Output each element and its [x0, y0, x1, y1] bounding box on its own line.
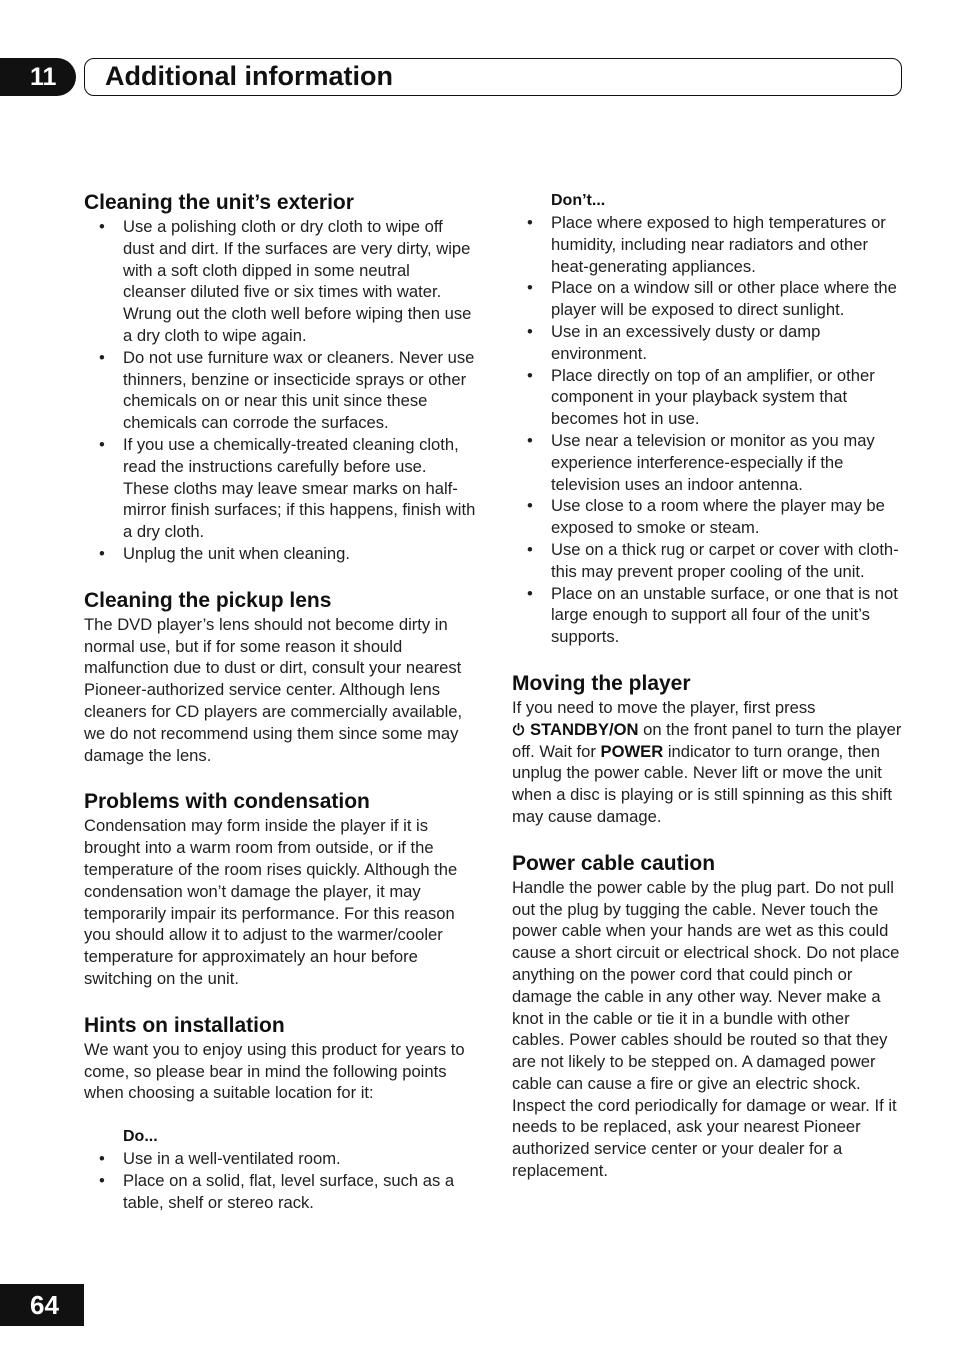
- left-column: [84, 190, 476, 1213]
- list-item: [99, 347, 476, 434]
- list-item: [99, 434, 476, 543]
- chapter-header: [84, 58, 902, 96]
- list-item: [99, 543, 476, 565]
- list-item-text: Unplug the unit when cleaning.: [123, 543, 350, 563]
- list-item-text: If you use a chemically-treated cleaning cloth, read the instructions carefully before use. These cloths may leave smear marks on half-mirror finish surfaces; if this happens, finish with a dry cloth.: [123, 434, 476, 542]
- section-title-cleaning-lens: Cleaning the pickup lens: [84, 588, 332, 612]
- do-list: [84, 1148, 476, 1213]
- bullet-icon: •: [99, 1149, 105, 1169]
- section-title-moving: Moving the player: [512, 671, 691, 695]
- list-item: [527, 277, 904, 321]
- do-label: Do...: [123, 1128, 158, 1146]
- list-item-text: Place on a window sill or other place where the player will be exposed to direct sunlight.: [551, 278, 897, 320]
- condensation-body: Condensation may form inside the player if it is brought into a warm room from outside, or if the temperature of the room rises quickly. Although the condensation won’t damage the player, it may temporarily impair its performance. For this reason you should allow it to adjust to the warmer/cooler temperature for approximately an hour before switching on the unit.: [84, 816, 458, 988]
- list-item-text: Do not use furniture wax or cleaners. Never use thinners, benzine or insecticide sprays or other chemicals on or near this unit since these chemicals can corrode the surfaces.: [123, 347, 475, 433]
- list-item: [527, 495, 904, 539]
- cleaning-exterior-list: [84, 216, 476, 565]
- bullet-icon: •: [527, 278, 533, 298]
- bullet-icon: •: [527, 583, 533, 603]
- bullet-icon: •: [527, 365, 533, 385]
- moving-body: [512, 697, 904, 828]
- section-title-installation: Hints on installation: [84, 1013, 285, 1037]
- section-title-cleaning-exterior: Cleaning the unit’s exterior: [84, 191, 354, 214]
- cleaning-lens-body: The DVD player’s lens should not become dirty in normal use, but if for some reason it should malfunction due to dust or dirt, consult your nearest Pioneer-authorized service center. Although lens cleaners for CD players are commercially available, we do not recommend using them since some may damage the lens.: [84, 614, 463, 765]
- dont-list: [512, 212, 904, 648]
- bullet-icon: •: [527, 539, 533, 559]
- bullet-icon: •: [99, 543, 105, 563]
- list-item: [527, 321, 904, 365]
- list-item: [527, 212, 904, 277]
- moving-text-2: on the front panel to turn the player off. Wait for: [512, 719, 902, 761]
- list-item: [99, 1170, 476, 1214]
- list-item: [527, 365, 904, 430]
- chapter-number: 11: [30, 63, 57, 91]
- list-item-text: Use close to a room where the player may be exposed to smoke or steam.: [551, 496, 885, 538]
- list-item: [99, 216, 476, 347]
- list-item: [527, 583, 904, 648]
- list-item-text: Place where exposed to high temperatures or humidity, including near radiators and other heat-generating appliances.: [551, 213, 886, 276]
- bullet-icon: •: [99, 217, 105, 236]
- bullet-icon: •: [527, 430, 533, 450]
- moving-text-3: indicator to turn orange, then unplug the power cable. Never lift or move the unit when a disc is playing or is still spinning as this shift may cause damage.: [512, 741, 892, 826]
- moving-text-1: If you need to move the player, first press: [512, 697, 816, 717]
- standby-on-label: STANDBY/ON: [530, 719, 639, 739]
- bullet-icon: •: [527, 321, 533, 341]
- list-item: [527, 430, 904, 495]
- list-item: [99, 1148, 476, 1170]
- list-item-text: Place directly on top of an amplifier, or other component in your playback system that becomes hot in use.: [551, 365, 875, 429]
- installation-body: We want you to enjoy using this product for years to come, so please bear in mind the following points when choosing a suitable location for it:: [84, 1039, 465, 1103]
- list-item-text: Place on a solid, flat, level surface, such as a table, shelf or stereo rack.: [123, 1170, 455, 1212]
- bullet-icon: •: [527, 213, 533, 232]
- bullet-icon: •: [99, 1170, 105, 1190]
- chapter-number-tab: [0, 58, 76, 96]
- power-standby-icon: [512, 723, 525, 736]
- list-item-text: Use in a well-ventilated room.: [123, 1149, 341, 1169]
- power-cable-body: Handle the power cable by the plug part. Do not pull out the plug by tugging the cable. Never touch the power cable when your hands are wet as this could cause a short circuit or electrical shock. Do not place anything on the power cord that could pinch or damage the cable in any other way. Never make a knot in the cable or tie it in a bundle with other cables. Power cables should be routed so that they are not likely to be stepped on. A damaged power cable can cause a fire or give an electric shock. Inspect the cord periodically for damage or wear. If it needs to be replaced, ask your nearest Pioneer authorized service center or your dealer for a replacement.: [512, 877, 900, 1181]
- list-item: [527, 539, 904, 583]
- page-number: 64: [30, 1290, 59, 1320]
- list-item-text: Use in an excessively dusty or damp environment.: [551, 321, 821, 363]
- right-column: [512, 190, 904, 1182]
- list-item-text: Use on a thick rug or carpet or cover with cloth-this may prevent proper cooling of the unit.: [551, 539, 899, 581]
- list-item-text: Use a polishing cloth or dry cloth to wipe off dust and dirt. If the surfaces are very dirty, wipe with a soft cloth dipped in some neutral cleanser diluted five or six times with water. Wrung out the cloth well before wiping then use a dry cloth to wipe again.: [123, 217, 472, 345]
- chapter-title: Additional information: [105, 61, 393, 91]
- list-item-text: Place on an unstable surface, or one that is not large enough to support all four of the unit’s supports.: [551, 583, 898, 647]
- section-title-condensation: Problems with condensation: [84, 790, 370, 814]
- bullet-icon: •: [99, 434, 105, 454]
- section-title-power-cable: Power cable caution: [512, 851, 716, 875]
- list-item-text: Use near a television or monitor as you may experience interference-especially if the television uses an indoor antenna.: [551, 430, 875, 494]
- bullet-icon: •: [527, 496, 533, 516]
- bullet-icon: •: [99, 347, 105, 367]
- dont-label: Don’t...: [551, 192, 606, 209]
- page-number-tab: [0, 1284, 84, 1326]
- power-label: POWER: [600, 741, 664, 761]
